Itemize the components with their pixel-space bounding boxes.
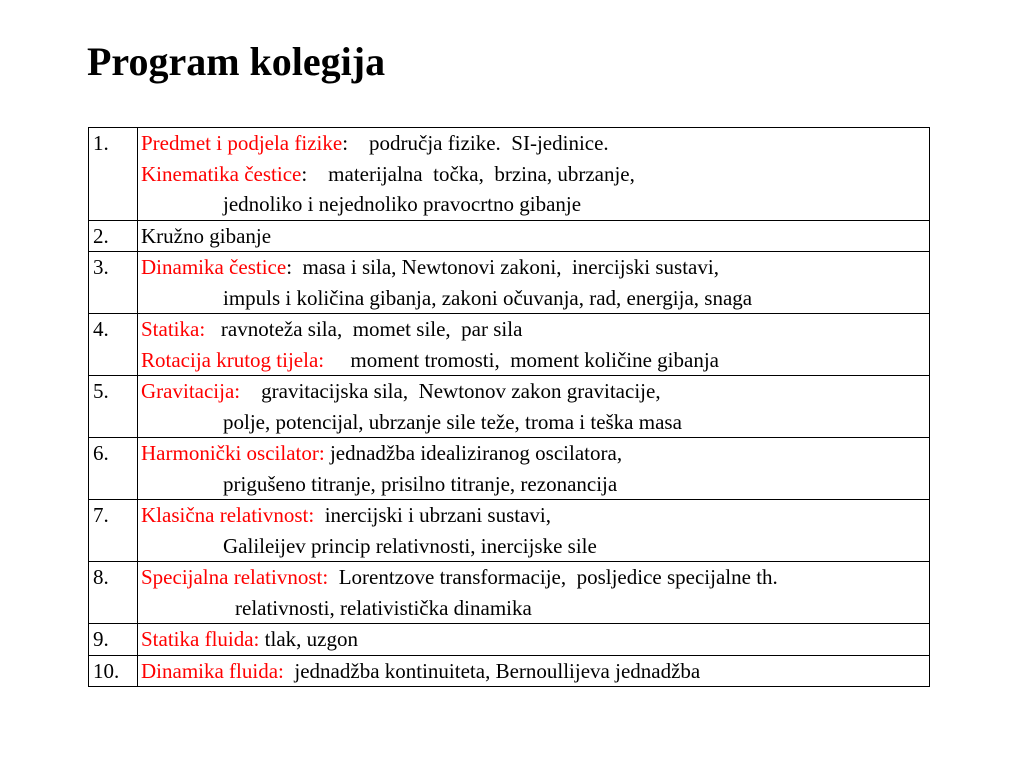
table-row [89, 500, 930, 562]
topic-description: : područja fizike. SI-jedinice. [342, 131, 609, 155]
row-content [138, 128, 930, 221]
topic-label: Rotacija krutog tijela: [141, 347, 325, 372]
row-number: 2. [89, 220, 138, 252]
content-line [141, 656, 929, 687]
topic-description: prigušeno titranje, prisilno titranje, rezonancija [223, 471, 618, 496]
row-content [138, 655, 930, 687]
content-line [141, 283, 929, 314]
table-row [89, 562, 930, 624]
row-number: 9. [89, 624, 138, 656]
topic-description: jednadžba idealiziranog oscilatora, [324, 441, 623, 465]
content-line [141, 376, 929, 407]
topic-description: moment tromosti, moment količine gibanja [324, 347, 719, 372]
syllabus-table [88, 127, 930, 687]
table-row [89, 220, 930, 252]
row-content [138, 376, 930, 438]
topic-label: Predmet i podjela fizike [141, 131, 343, 155]
topic-label: Dinamika fluida: [141, 658, 284, 683]
content-line [141, 624, 929, 655]
row-content [138, 438, 930, 500]
row-number: 3. [89, 252, 138, 314]
content-line [141, 593, 929, 624]
topic-description: Galileijev princip relativnosti, inercijske sile [223, 533, 597, 558]
content-line [141, 159, 929, 190]
row-content [138, 562, 930, 624]
topic-label: Statika: [141, 317, 206, 341]
topic-description: gravitacijska sila, Newtonov zakon gravitacije, [240, 379, 661, 403]
content-line [141, 562, 929, 593]
row-content [138, 624, 930, 656]
page-title: Program kolegija [87, 39, 386, 84]
table-row [89, 655, 930, 687]
topic-description: jednadžba kontinuiteta, Bernoullijeva jednadžba [283, 658, 701, 683]
topic-description: : masa i sila, Newtonovi zakoni, inercijski sustavi, [286, 255, 719, 279]
row-content [138, 500, 930, 562]
topic-label: Klasična relativnost: [141, 503, 315, 527]
content-line [141, 531, 929, 562]
table-row [89, 376, 930, 438]
table-row [89, 252, 930, 314]
content-line [141, 407, 929, 438]
topic-label: Dinamika čestice [141, 255, 287, 279]
content-line [141, 345, 929, 376]
row-content [138, 220, 930, 252]
topic-description: relativnosti, relativistička dinamika [235, 595, 532, 620]
topic-description: : materijalna točka, brzina, ubrzanje, [301, 161, 635, 186]
table-row [89, 438, 930, 500]
content-line [141, 221, 929, 252]
table-row [89, 624, 930, 656]
content-line [141, 314, 929, 345]
table-row [89, 128, 930, 221]
row-content [138, 314, 930, 376]
content-line [141, 252, 929, 283]
topic-description: Kružno gibanje [141, 223, 272, 248]
row-number: 4. [89, 314, 138, 376]
topic-description: jednoliko i nejednoliko pravocrtno gibanje [223, 192, 582, 216]
row-number: 6. [89, 438, 138, 500]
content-line [141, 500, 929, 531]
row-number: 5. [89, 376, 138, 438]
row-number: 7. [89, 500, 138, 562]
row-number: 10. [89, 655, 138, 687]
topic-label: Specijalna relativnost: [141, 565, 329, 589]
topic-label: Kinematika čestice [141, 161, 302, 186]
topic-description: polje, potencijal, ubrzanje sile teže, troma i teška masa [223, 409, 682, 434]
topic-label: Harmonički oscilator: [141, 441, 325, 465]
topic-description: inercijski i ubrzani sustavi, [314, 503, 551, 527]
topic-label: Statika fluida: [141, 627, 260, 651]
topic-description: Lorentzove transformacije, posljedice specijalne th. [328, 565, 778, 589]
content-line [141, 469, 929, 500]
row-number: 8. [89, 562, 138, 624]
topic-description: tlak, uzgon [259, 627, 358, 651]
row-content [138, 252, 930, 314]
table-row [89, 314, 930, 376]
topic-label: Gravitacija: [141, 379, 241, 403]
content-line [141, 438, 929, 469]
content-line [141, 128, 929, 159]
content-line [141, 189, 929, 220]
row-number: 1. [89, 128, 138, 221]
topic-description: impuls i količina gibanja, zakoni očuvanja, rad, energija, snaga [223, 285, 753, 310]
topic-description: ravnoteža sila, momet sile, par sila [205, 317, 523, 341]
